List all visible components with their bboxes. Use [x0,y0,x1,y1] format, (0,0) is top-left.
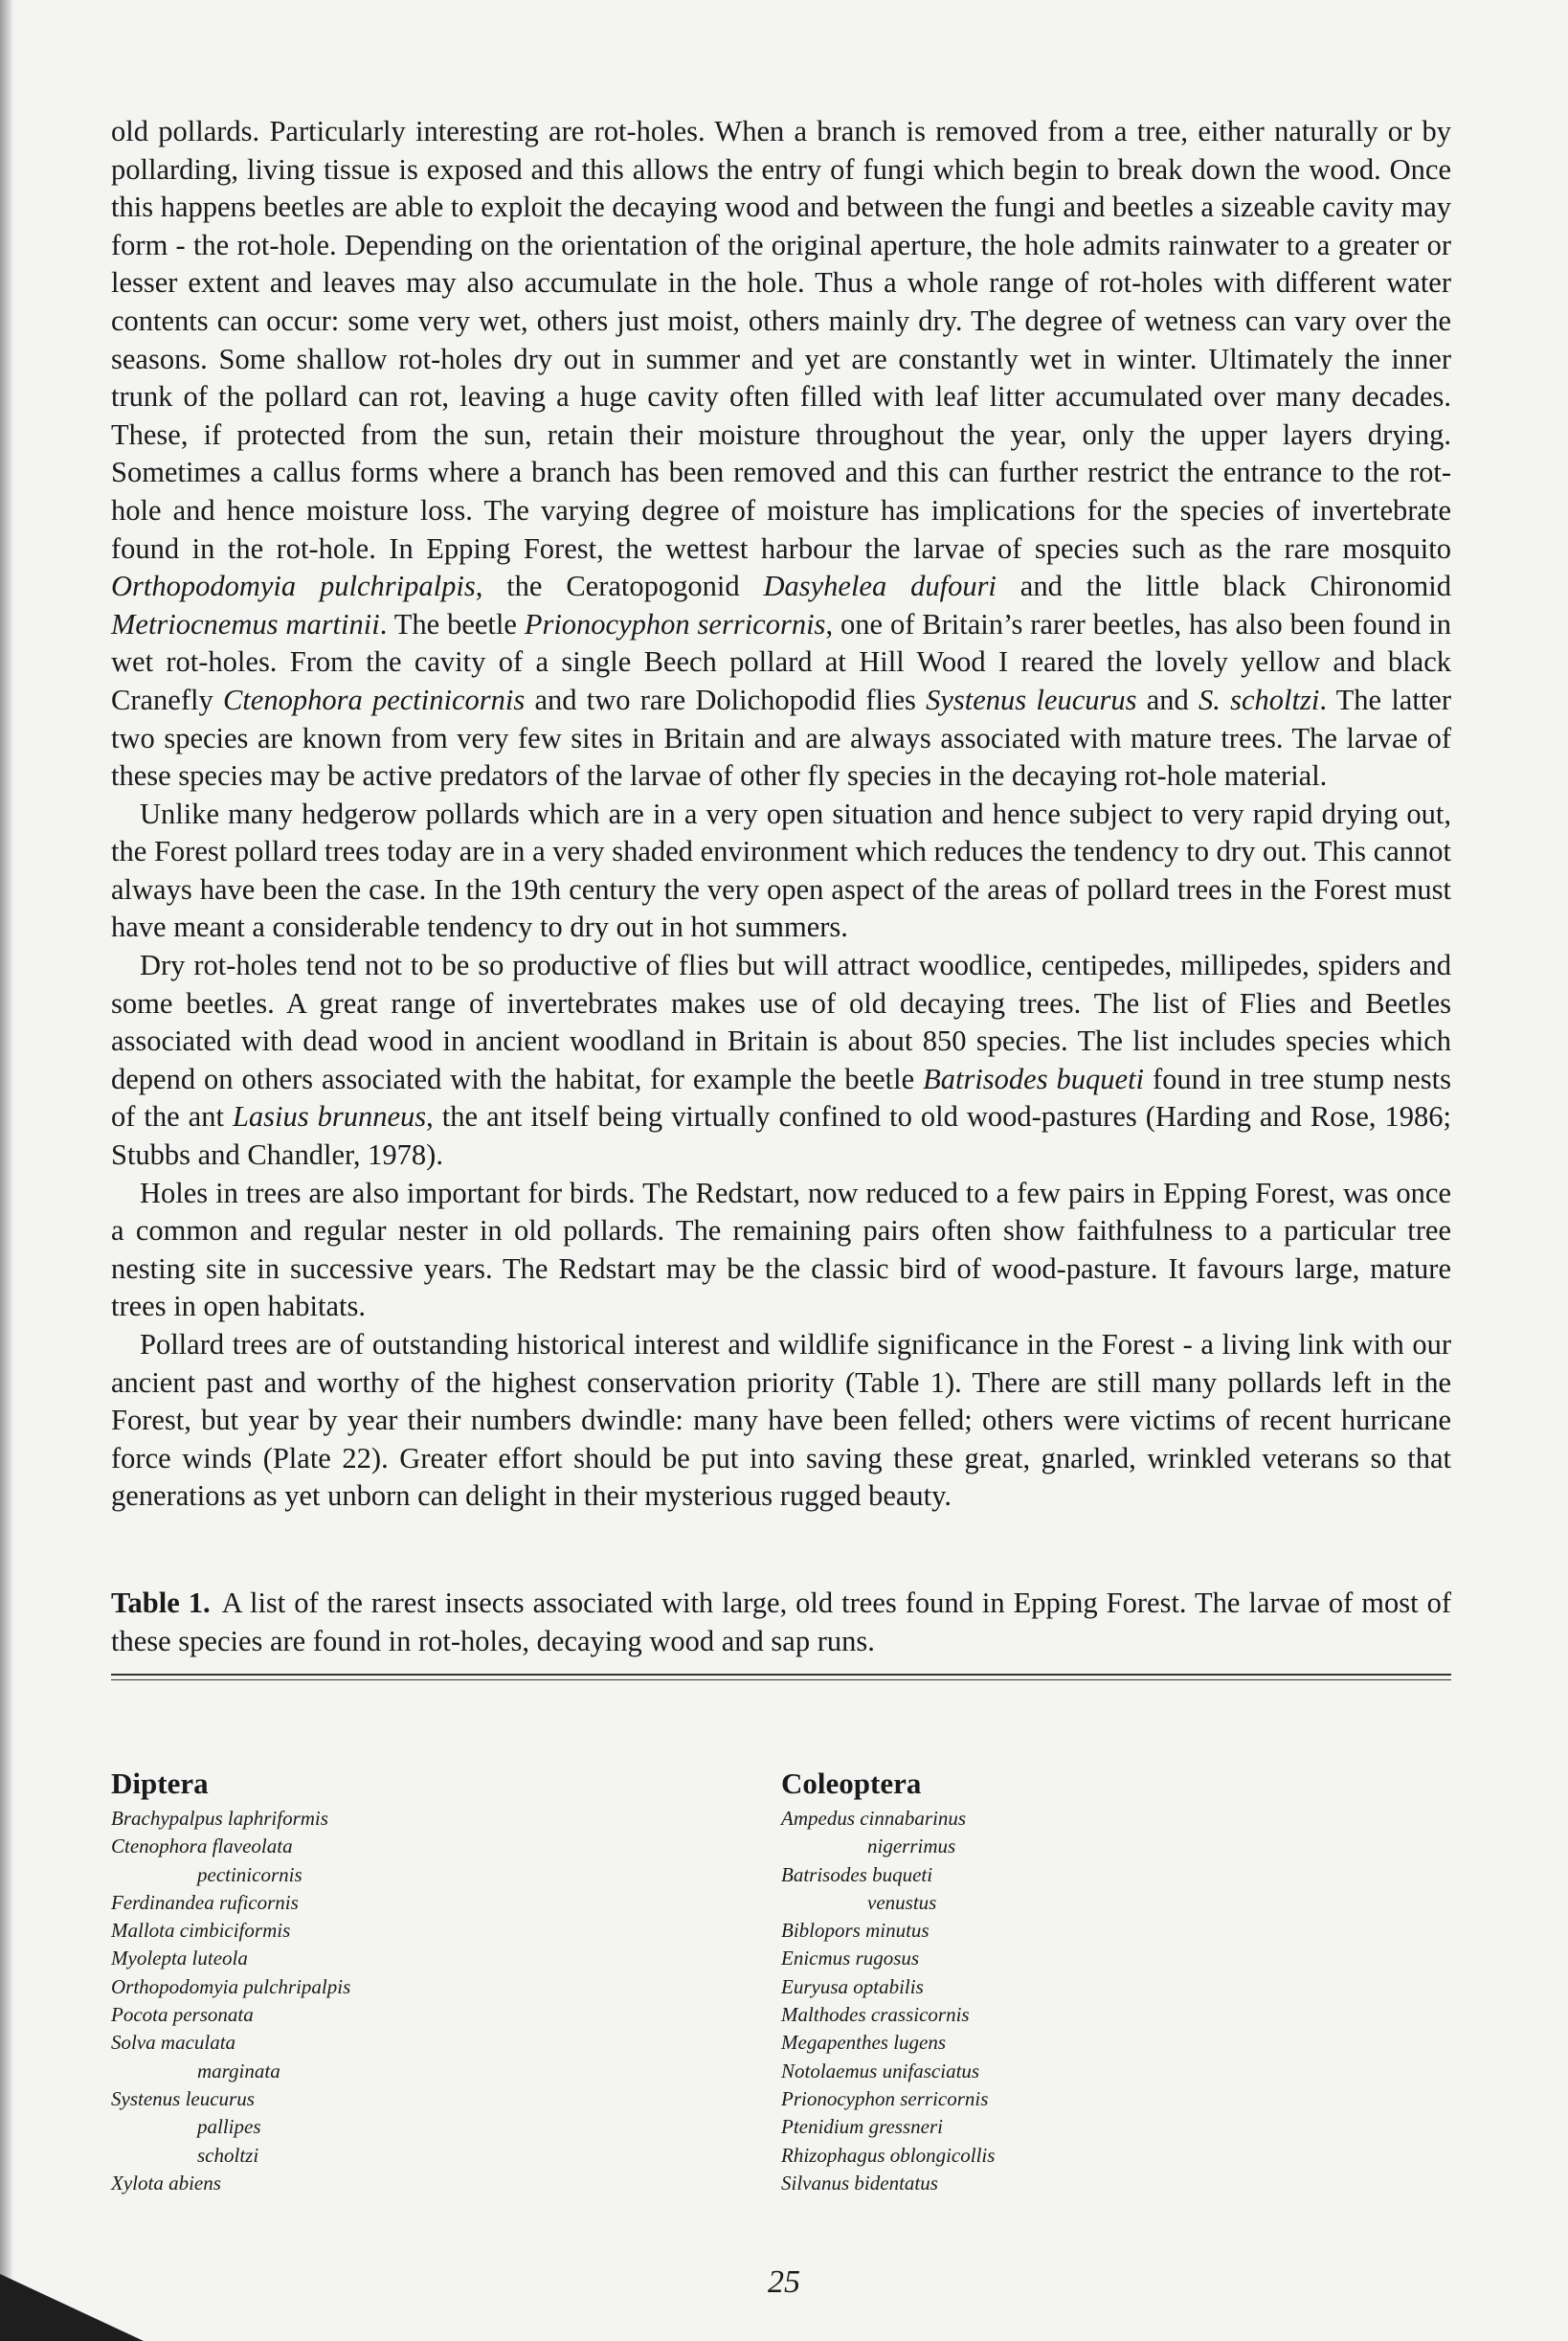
text-run: Pollard trees are of outstanding historical interest and wildlife significance in the Forest - a living link with our ancient past and worthy of the highest conservation priority (Table 1). There are still many pollards left in the Forest, but year by year their numbers dwindle: many have been felled; others were victims of recent hurricane force winds (Plate 22). Greater effort should be put into saving these great, gnarled, wrinkled veterans so that generations as yet unborn can delight in their mysterious rugged beauty. [111,1328,1451,1513]
species-list-item: Pocota personata [111,2003,254,2027]
text-run: and [1136,683,1199,716]
body-paragraph [111,1326,1451,1516]
species-name: Lasius brunneus [232,1100,427,1134]
species-name: Metriocnemus martinii [111,607,380,641]
species-name: Orthopodomyia pulchripalpis [111,570,476,603]
species-list-item: Systenus leucurus [111,2086,255,2110]
species-name: Dasyhelea dufouri [763,570,997,603]
diptera-heading: Diptera [111,1767,209,1800]
text-run: . The beetle [379,607,525,641]
species-list-item: Enicmus rugosus [781,1947,920,1970]
table-caption [111,1585,1451,1660]
text-run: Dry rot-holes tend not to be so productive of flies but will attract woodlice, centipedes, millipedes, spiders and some beetles. A great range of invertebrates makes use of old decaying trees. The list of Flies and Beetles associated with dead wood in ancient woodland in Britain is about 850 species. The list includes species which depend on others associated with the habitat, for example the beetle [111,949,1451,1095]
species-list-item: Solva maculata [111,2031,236,2055]
species-list-item: Biblopors minutus [781,1919,930,1943]
body-paragraph [111,796,1451,947]
body-paragraph [111,1175,1451,1326]
species-list-item: Megapenthes lugens [781,2031,947,2055]
diptera-list [111,1805,609,2197]
species-list-item: Mallota cimbiciformis [111,1919,291,1943]
table-top-rule-double [111,1679,1451,1680]
text-run: , one of Britain’s rarer beetles, has also been found in wet rot-holes. From the cavity of a single Beech pollard at Hill Wood I reared the lovely yellow and black Cranefly [111,607,1451,716]
text-run: Unlike many hedgerow pollards which are in a very open situation and hence subject to very rapid drying out, the Forest pollard trees today are in a very shaded environment which reduces the tendency to dry out. This cannot always have been the case. In the 19th century the very open aspect of the areas of pollard trees in the Forest must have meant a considerable tendency to dry out in hot summers. [111,797,1451,944]
species-name: Systenus leucurus [926,683,1137,716]
species-name: S. scholtzi [1198,683,1320,716]
species-name: Batrisodes buqueti [923,1062,1145,1095]
species-list-item: Euryusa optabilis [781,1974,924,1998]
species-list-item: Notolaemus unifasciatus [781,2059,980,2082]
species-list-item: scholtzi [197,2143,259,2167]
species-list-item: Orthopodomyia pulchripalpis [111,1974,351,1998]
table-caption-text: A list of the rarest insects associated with large, old trees found in Epping Forest. The larvae of most of these species are found in rot-holes, decaying wood and sap runs. [111,1587,1451,1657]
species-list-item: Ctenophora flaveolata [111,1835,293,1858]
text-run: Holes in trees are also important for birds. The Redstart, now reduced to a few pairs in Epping Forest, was once a common and regular nester in old pollards. The remaining pairs often show faithfulness to a particular tree nesting site in successive years. The Redstart may be the classic bird of wood-pasture. It favours large, mature trees in open habitats. [111,1176,1451,1323]
table-caption-label: Table 1. [111,1587,211,1619]
species-list-item: Prionocyphon serricornis [781,2086,989,2110]
species-list-item: Silvanus bidentatus [781,2171,938,2195]
body-paragraph [111,113,1451,796]
text-run: , the ant itself being virtually confined to old wood-pastures (Harding and Rose, 1986; Stubbs and Chandler, 1978). [111,1100,1451,1172]
species-list-item: pectinicornis [197,1862,302,1886]
coleoptera-list [781,1805,1279,2197]
species-name: Ctenophora pectinicornis [222,683,526,716]
species-list-item: Ptenidium gressneri [781,2115,943,2139]
species-list-item: pallipes [197,2115,261,2139]
text-run: , the Ceratopogonid [475,570,764,603]
species-list-item: Xylota abiens [111,2171,221,2195]
species-list-item: Ferdinandea ruficornis [111,1890,299,1914]
page-edge-shadow [0,0,13,2341]
text-run: and two rare Dolichopodid flies [525,683,927,716]
species-list-item: Myolepta luteola [111,1947,248,1970]
body-paragraph [111,947,1451,1175]
body-text [111,113,1451,1516]
table-top-rule [111,1674,1451,1676]
species-list-item: Rhizophagus oblongicollis [781,2143,996,2167]
species-list-item: Malthodes crassicornis [781,2003,970,2027]
page-number: 25 [768,2264,800,2300]
coleoptera-column [781,1767,1279,2197]
text-run: . The latter two species are known from very few sites in Britain and are always associated with mature trees. The larvae of these species may be active predators of the larvae of other fly species in the decaying rot-hole material. [111,683,1451,793]
species-list-item: nigerrimus [867,1835,956,1858]
species-list-item: venustus [867,1890,937,1914]
species-list-item: marginata [197,2059,280,2082]
text-run: and the little black Chironomid [996,570,1451,603]
coleoptera-heading: Coleoptera [781,1767,922,1800]
species-name: Prionocyphon serricornis [524,607,826,641]
text-run: old pollards. Particularly interesting are rot-holes. When a branch is removed from a tree, either naturally or by pollarding, living tissue is exposed and this allows the entry of fungi which begin to break down the wood. Once this happens beetles are able to exploit the decaying wood and between the fungi and beetles a sizeable cavity may form - the rot-hole. Depending on the orientation of the original aperture, the hole admits rainwater to a greater or lesser extent and leaves may also accumulate in the hole. Thus a whole range of rot-holes with different water contents can occur: some very wet, others just moist, others mainly dry. The degree of wetness can vary over the seasons. Some shallow rot-holes dry out in summer and yet are constantly wet in winter. Ultimately the inner trunk of the pollard can rot, leaving a huge cavity often filled with leaf litter accumulated over many decades. These, if protected from the sun, retain their moisture throughout the year, only the upper layers drying. Sometimes a callus forms where a branch has been removed and this can further restrict the entrance to the rot-hole and hence moisture loss. The varying degree of moisture has implications for the species of invertebrate found in the rot-hole. In Epping Forest, the wettest harbour the larvae of species such as the rare mosquito [111,115,1451,565]
diptera-column [111,1767,609,2197]
species-list-item: Brachypalpus laphriformis [111,1807,328,1830]
text-run: found in tree stump nests of the ant [111,1062,1452,1134]
species-list-item: Ampedus cinnabarinus [781,1807,967,1830]
species-list-item: Batrisodes buqueti [781,1862,933,1886]
